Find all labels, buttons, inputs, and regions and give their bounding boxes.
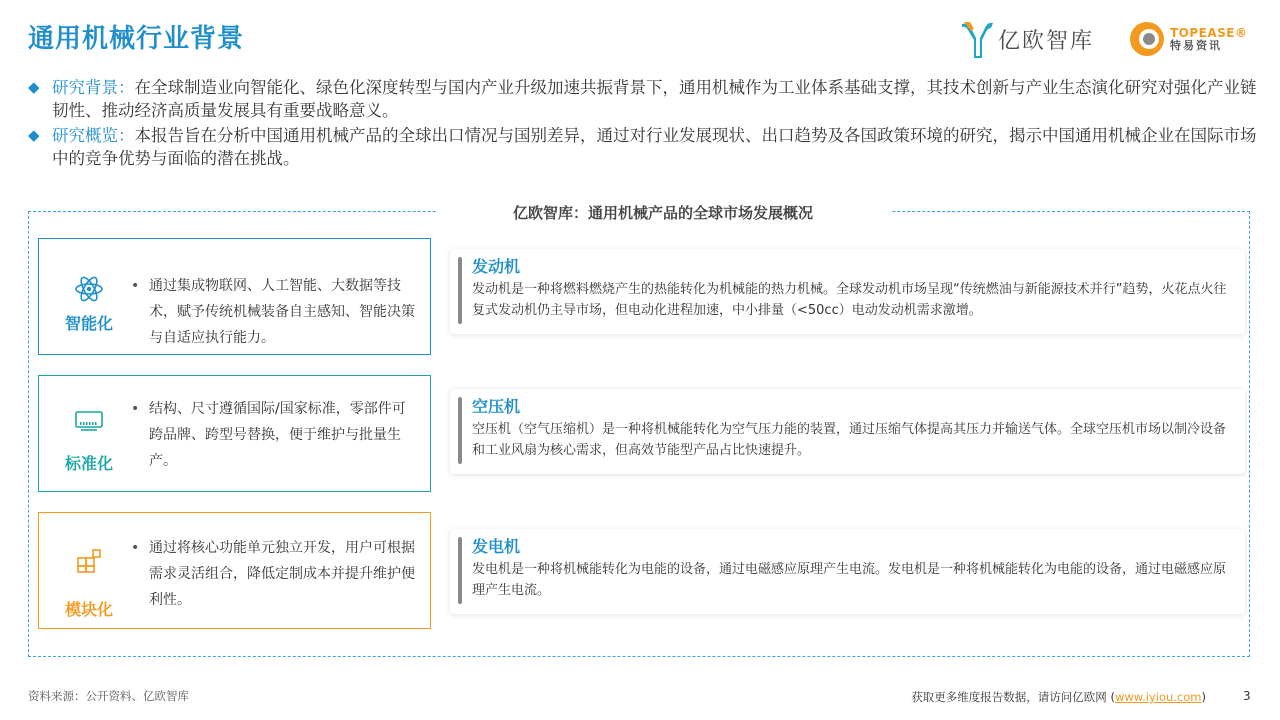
bullet-background (28, 76, 1258, 122)
topease-logo-cn: 特易资讯 (1170, 38, 1222, 52)
yiou-logo-icon (960, 20, 994, 58)
accent-bar (458, 537, 462, 604)
feature-card-intelligent (38, 238, 431, 355)
topease-logo-en: TOPEASE® (1170, 25, 1248, 40)
website-link[interactable]: www.iyiou.com (1114, 690, 1202, 704)
page-number: 3 (1243, 689, 1251, 703)
product-desc: 发电机是一种将机械能转化为电能的设备，通过电磁感应原理产生电流。发电机是一种将机械能转化为电能的设备，通过电磁感应原理产生电流。 (472, 562, 1227, 598)
bullet-label: 研究背景： (52, 78, 135, 97)
topease-logo-icon (1128, 20, 1166, 58)
bullet-dot: • (131, 401, 140, 417)
page-title: 通用机械行业背景 (28, 24, 245, 54)
yiou-logo (960, 20, 1094, 58)
topease-logo (1128, 20, 1248, 58)
accent-bar (458, 397, 462, 464)
product-name: 空压机 (472, 397, 521, 416)
frame-title: 亿欧智库：通用机械产品的全球市场发展概况 (436, 200, 890, 226)
research-bullets (28, 76, 1258, 172)
product-card-compressor (450, 389, 1245, 474)
accent-bar (458, 257, 462, 324)
diamond-icon: ◆ (28, 126, 40, 144)
product-card-engine (450, 249, 1245, 334)
product-desc: 发动机是一种将燃料燃烧产生的热能转化为机械能的热力机械。全球发动机市场呈现“传统燃油与新能源技术并行”趋势，火花点火往复式发动机仍主导市场，但电动化进程加速，中小排量（<50cc）电动发动机需求激增。 (472, 282, 1227, 318)
modules-icon (73, 545, 105, 577)
source-note: 资料来源：公开资料、亿欧智库 (28, 689, 189, 703)
bullet-text: 本报告旨在分析中国通用机械产品的全球出口情况与国别差异，通过对行业发展现状、出口趋势及各国政策环境的研究，揭示中国通用机械企业在国际市场中的竞争优势与面临的潜在挑战。 (52, 126, 1257, 168)
product-desc: 空压机（空气压缩机）是一种将机械能转化为空气压力能的装置，通过压缩气体提高其压力并输送气体。全球空压机市场以制冷设备和工业风扇为核心需求，但高效节能型产品占比快速提升。 (472, 422, 1227, 458)
product-name: 发电机 (472, 537, 521, 556)
product-card-generator (450, 529, 1245, 614)
atom-icon (73, 273, 105, 305)
product-name: 发动机 (472, 257, 521, 276)
bullet-dot: • (131, 278, 140, 294)
diamond-icon: ◆ (28, 78, 40, 96)
visit-note: 获取更多维度报告数据，请访问亿欧网 (www.iyiou.com) (911, 690, 1206, 704)
yiou-logo-text: 亿欧智库 (998, 28, 1095, 54)
bullet-text: 在全球制造业向智能化、绿色化深度转型与国内产业升级加速共振背景下，通用机械作为工业体系基础支撑，其技术创新与产业生态演化研究对强化产业链韧性、推动经济高质量发展具有重要战略意义。 (52, 78, 1257, 120)
feature-name: 模块化 (64, 600, 113, 619)
bullet-label: 研究概览： (52, 126, 135, 145)
feature-card-modular (38, 512, 431, 629)
monitor-icon (73, 406, 105, 438)
feature-name: 标准化 (64, 454, 113, 473)
feature-desc: • 通过集成物联网、人工智能、大数据等技术，赋予传统机械装备自主感知、智能决策与自适应执行能力。 (149, 273, 418, 351)
feature-card-standard (38, 375, 431, 492)
feature-desc: • 通过将核心功能单元独立开发，用户可根据需求灵活组合，降低定制成本并提升维护便利性。 (149, 535, 418, 613)
feature-name: 智能化 (64, 314, 113, 333)
bullet-overview (28, 124, 1258, 170)
bullet-dot: • (131, 540, 140, 556)
feature-desc: • 结构、尺寸遵循国际/国家标准，零部件可跨品牌、跨型号替换，便于维护与批量生产。 (149, 396, 418, 474)
